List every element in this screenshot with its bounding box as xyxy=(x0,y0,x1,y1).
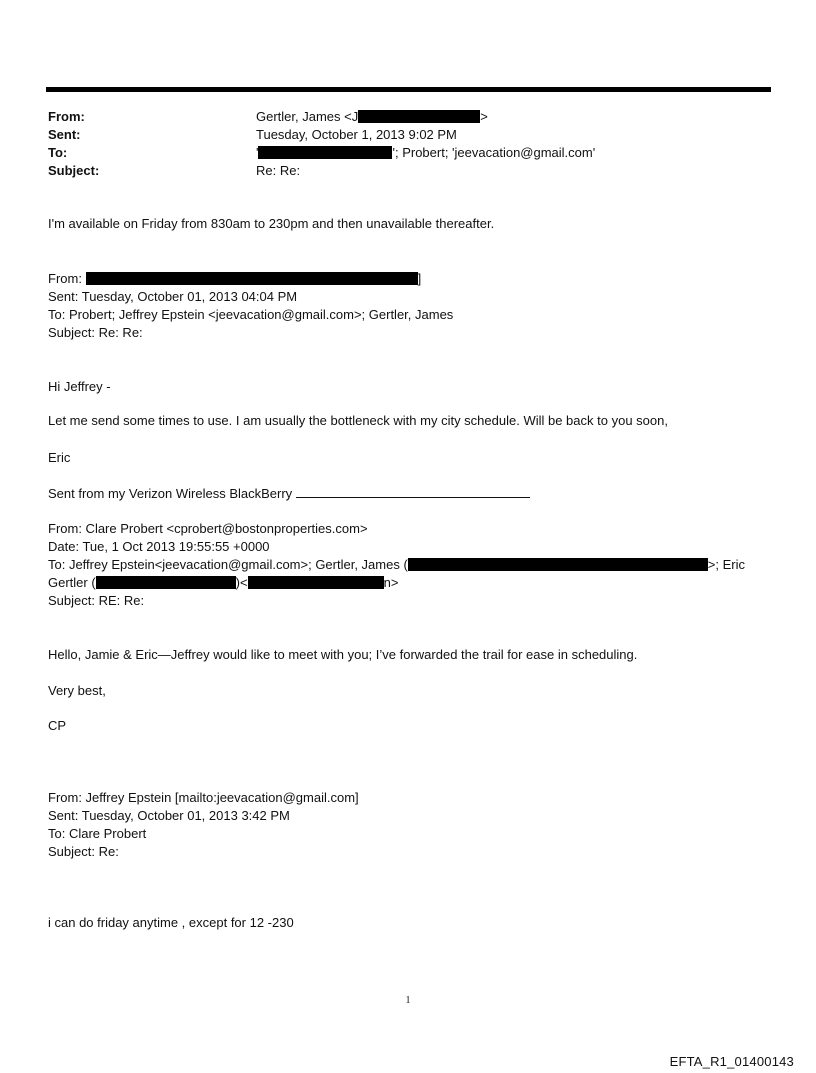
quoted-date-2: Date: Tue, 1 Oct 2013 19:55:55 +0000 xyxy=(48,539,270,554)
quoted-device-line xyxy=(48,485,530,503)
to-value-text: '; Probert; 'jeevacation@gmail.com' xyxy=(392,145,596,160)
redaction-box xyxy=(408,558,708,571)
quoted-signoff-1: Eric xyxy=(48,450,71,465)
quoted-to-2-cont-start: Gertler ( xyxy=(48,575,96,590)
quoted-to-2-cont-end: n> xyxy=(383,575,399,590)
to-value-start: ' xyxy=(256,145,259,160)
from-value xyxy=(256,108,768,126)
header-sent-row xyxy=(48,126,768,144)
redaction-box xyxy=(258,146,392,159)
quoted-subject-2: Subject: RE: Re: xyxy=(48,593,145,608)
from-value-text: Gertler, James <J xyxy=(256,109,359,124)
header-from-row xyxy=(48,108,768,126)
quoted-to-1: To: Probert; Jeffrey Epstein <jeevacation@gmail.com>; Gertler, James xyxy=(48,307,454,322)
quoted-body-3: i can do friday anytime , except for 12 -230 xyxy=(48,915,294,930)
quoted-from-2: From: Clare Probert <cprobert@bostonproperties.com> xyxy=(48,521,368,536)
quoted-closing-2: Very best, xyxy=(48,683,106,698)
to-value xyxy=(256,144,768,162)
quoted-body-2: Hello, Jamie & Eric—Jeffrey would like to meet with you; I’ve forwarded the trail for ease in scheduling. xyxy=(48,647,638,662)
quoted-to-2-cont-mid: )< xyxy=(235,575,248,590)
header-subject-row xyxy=(48,162,768,180)
quoted-sig-2: CP xyxy=(48,718,67,733)
separator-rule xyxy=(296,486,530,498)
quoted-from-1-end: ] xyxy=(417,271,422,286)
reply-body: I'm available on Friday from 830am to 230pm and then unavailable thereafter. xyxy=(48,216,495,231)
quoted-to-2 xyxy=(48,556,745,574)
quoted-sent-1: Sent: Tuesday, October 01, 2013 04:04 PM xyxy=(48,289,298,304)
quoted-to-2-cont xyxy=(48,574,398,592)
quoted-greeting-1: Hi Jeffrey - xyxy=(48,379,111,394)
from-label: From: xyxy=(48,109,85,124)
redaction-box xyxy=(96,576,236,589)
quoted-subject-3: Subject: Re: xyxy=(48,844,119,859)
sent-label: Sent: xyxy=(48,127,81,142)
sent-value: Tuesday, October 1, 2013 9:02 PM xyxy=(256,127,457,142)
quoted-body-1: Let me send some times to use. I am usually the bottleneck with my city schedule. Will be back to you soon, xyxy=(48,413,668,428)
subject-value: Re: Re: xyxy=(256,163,301,178)
to-label: To: xyxy=(48,145,68,160)
quoted-to-2-text: To: Jeffrey Epstein<jeevacation@gmail.com>; Gertler, James ( xyxy=(48,557,408,572)
quoted-subject-1: Subject: Re: Re: xyxy=(48,325,143,340)
redaction-box xyxy=(358,110,480,123)
from-value-end: > xyxy=(480,109,488,124)
bates-number: EFTA_R1_01400143 xyxy=(669,1054,794,1069)
quoted-from-1-label: From: xyxy=(48,271,86,286)
quoted-sent-3: Sent: Tuesday, October 01, 2013 3:42 PM xyxy=(48,808,290,823)
quoted-to-2-end: >; Eric xyxy=(707,557,745,572)
device-signature: Sent from my Verizon Wireless BlackBerry xyxy=(48,486,296,501)
quoted-to-3: To: Clare Probert xyxy=(48,826,147,841)
redaction-box xyxy=(248,576,384,589)
header-rule xyxy=(46,87,771,92)
quoted-from-3: From: Jeffrey Epstein [mailto:jeevacation@gmail.com] xyxy=(48,790,359,805)
quoted-from-1 xyxy=(48,270,421,288)
page-number: 1 xyxy=(405,995,411,1006)
header-to-row xyxy=(48,144,768,162)
subject-label: Subject: xyxy=(48,163,100,178)
redaction-box xyxy=(86,272,418,285)
email-header xyxy=(48,108,768,180)
